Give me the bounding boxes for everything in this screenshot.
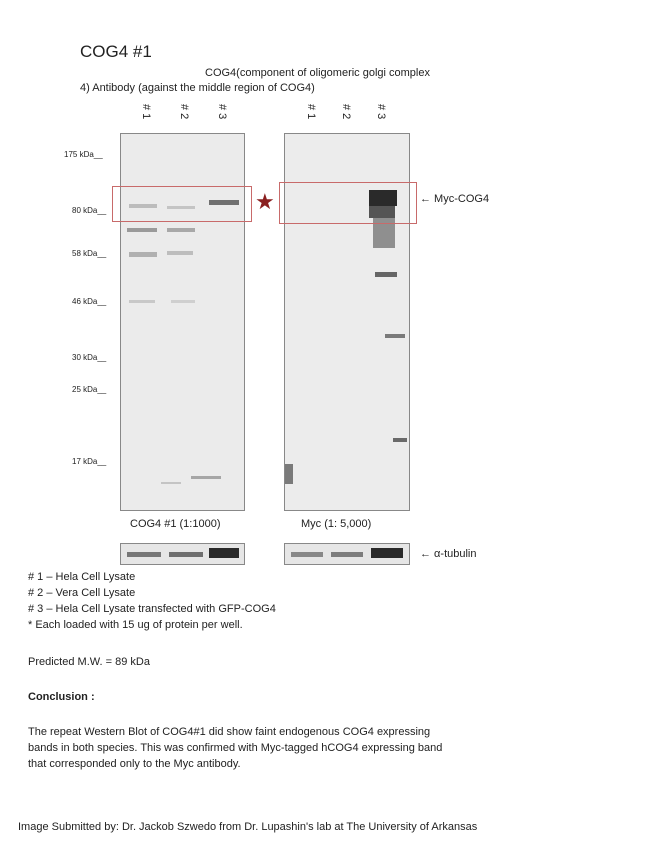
legend-item: # 3 – Hela Cell Lysate transfected with GFP-COG4 (28, 603, 276, 615)
conclusion-line: bands in both species. This was confirmed with Myc-tagged hCOG4 expressing band (28, 742, 443, 754)
conclusion-heading: Conclusion : (28, 691, 95, 703)
tubulin-label: ← α-tubulin (420, 548, 477, 560)
mw-marker-17: 17 kDa__ (72, 457, 107, 466)
lane-label-left-1: # 1 (140, 104, 152, 120)
myc-cog4-label: ← Myc-COG4 (420, 193, 490, 205)
lane-label-right-3: # 3 (375, 104, 387, 120)
caption-cog4-antibody: COG4 #1 (1:1000) (130, 518, 221, 530)
legend-note: * Each loaded with 15 ug of protein per well. (28, 619, 243, 631)
predicted-mw: Predicted M.W. = 89 kDa (28, 656, 150, 668)
legend-item: # 1 – Hela Cell Lysate (28, 571, 136, 583)
mw-marker-30: 30 kDa__ (72, 353, 107, 362)
lane-label-left-3: # 3 (216, 104, 228, 120)
caption-myc-antibody: Myc (1: 5,000) (301, 518, 372, 530)
image-credit: Image Submitted by: Dr. Jackob Szwedo from Dr. Lupashin's lab at The University of Arkansas (18, 821, 478, 833)
mw-marker-80: 80 kDa__ (72, 206, 107, 215)
tubulin-bands-left (121, 544, 244, 564)
mw-marker-46: 46 kDa__ (72, 297, 107, 306)
conclusion-text (28, 724, 442, 772)
header-line-1: COG4(component of oligomeric golgi complex (205, 67, 430, 79)
conclusion-line: The repeat Western Blot of COG4#1 did show faint endogenous COG4 expressing (28, 726, 431, 738)
highlight-box-left (112, 186, 252, 222)
lane-label-left-2: # 2 (178, 104, 190, 120)
lane-label-right-1: # 1 (305, 104, 317, 120)
legend (28, 569, 276, 633)
mw-marker-25: 25 kDa__ (72, 385, 107, 394)
star-icon: ★ (255, 189, 275, 214)
conclusion-line: that corresponded only to the Myc antibody. (28, 758, 241, 770)
figure-title: COG4 #1 (80, 42, 152, 61)
mw-marker-58: 58 kDa__ (72, 249, 107, 258)
header-line-2: 4) Antibody (against the middle region of COG4) (80, 82, 315, 94)
lane-label-right-2: # 2 (340, 104, 352, 120)
highlight-box-right (279, 182, 417, 224)
tubulin-bands-right (285, 544, 409, 564)
mw-marker-175: 175 kDa__ (64, 150, 103, 159)
tubulin-blot-right (284, 543, 410, 565)
legend-item: # 2 – Vera Cell Lysate (28, 587, 136, 599)
tubulin-blot-left (120, 543, 245, 565)
